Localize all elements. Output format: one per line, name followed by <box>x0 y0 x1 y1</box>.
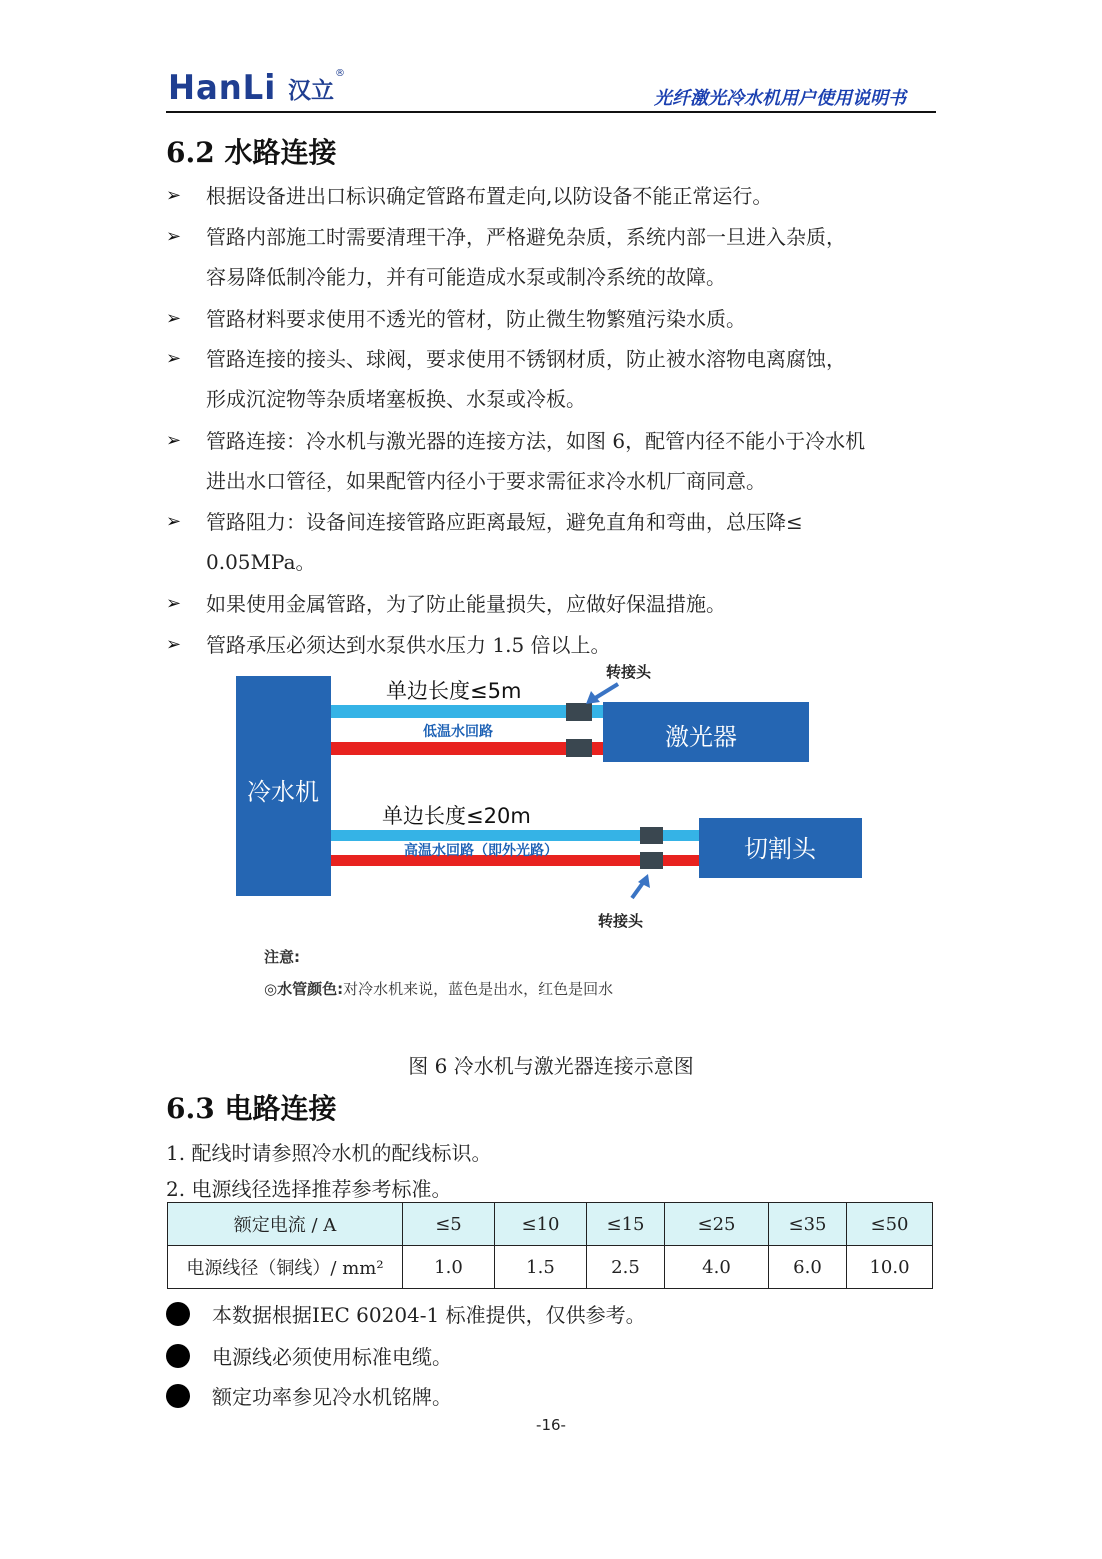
numbered-item: 2. 电源线径选择推荐参考标准。 <box>166 1177 452 1201</box>
table-row <box>168 1203 933 1246</box>
brand-logo <box>168 66 345 106</box>
note-item-text: 额定功率参见冷水机铭牌。 <box>212 1385 452 1409</box>
note-text <box>264 980 613 998</box>
table-cell: ≤5 <box>403 1203 495 1246</box>
cutting-head-label: 切割头 <box>744 835 816 863</box>
bullet-dot-icon <box>166 1344 190 1368</box>
note-item <box>166 1342 452 1372</box>
connector-bottom-return <box>640 852 663 869</box>
bullet-text-continued: 形成沉淀物等杂质堵塞板换、水泵或冷板。 <box>206 387 586 411</box>
bullet-arrow-icon: ➢ <box>166 185 182 206</box>
header-divider <box>166 111 936 113</box>
table-cell: ≤35 <box>769 1203 847 1246</box>
laser-label: 激光器 <box>665 723 737 751</box>
table-cell: ≤10 <box>495 1203 587 1246</box>
section-heading-6-3: 6.3 电路连接 <box>166 1092 337 1125</box>
bullet-dot-icon <box>166 1384 190 1408</box>
arrow-bottom-icon <box>632 874 650 898</box>
section-heading-6-2: 6.2 水路连接 <box>166 136 337 169</box>
table-row <box>168 1246 933 1289</box>
numbered-item: 1. 配线时请参照冷水机的配线标识。 <box>166 1141 492 1165</box>
bullet-arrow-icon: ➢ <box>166 511 182 532</box>
bullet-text: 管路材料要求使用不透光的管材，防止微生物繁殖污染水质。 <box>206 307 746 331</box>
wire-spec-table <box>167 1202 933 1289</box>
table-cell: 2.5 <box>587 1246 665 1289</box>
table-cell: ≤50 <box>847 1203 933 1246</box>
page-number: -16- <box>536 1416 566 1434</box>
chiller-label: 冷水机 <box>247 778 319 806</box>
bullet-arrow-icon: ➢ <box>166 593 182 614</box>
connection-diagram <box>236 658 866 1018</box>
registered-mark: ® <box>334 68 345 79</box>
loop-label-high: 高温水回路（即外光路） <box>404 843 558 859</box>
bullet-arrow-icon: ➢ <box>166 430 182 451</box>
bullet-arrow-icon: ➢ <box>166 226 182 247</box>
table-cell: ≤15 <box>587 1203 665 1246</box>
adapter-label-top: 转接头 <box>606 663 652 681</box>
bullet-text: 管路连接：冷水机与激光器的连接方法，如图 6，配管内径不能小于冷水机 <box>206 429 866 453</box>
table-cell-label: 电源线径（铜线）/ mm² <box>168 1246 403 1289</box>
connector-bottom-outlet <box>640 827 663 844</box>
bullet-text: 管路连接的接头、球阀，要求使用不锈钢材质，防止被水溶物电离腐蚀， <box>206 347 846 371</box>
table-cell: 10.0 <box>847 1246 933 1289</box>
blue-pipe-top <box>331 705 603 718</box>
bullet-dot-icon <box>166 1302 190 1326</box>
bullet-text: 根据设备进出口标识确定管路布置走向,以防设备不能正常运行。 <box>206 184 773 208</box>
adapter-label-bottom: 转接头 <box>598 912 644 930</box>
red-pipe-top <box>331 742 603 755</box>
note-label: ◎水管颜色: <box>264 980 344 998</box>
note-item <box>166 1300 646 1330</box>
table-cell: 6.0 <box>769 1246 847 1289</box>
loop-label-low: 低温水回路 <box>423 724 493 740</box>
table-cell: ≤25 <box>665 1203 769 1246</box>
bullet-arrow-icon: ➢ <box>166 634 182 655</box>
length-label-bottom: 单边长度≤20m <box>382 804 531 828</box>
note-item-text: 本数据根据IEC 60204-1 标准提供，仅供参考。 <box>212 1303 646 1327</box>
note-item-text: 电源线必须使用标准电缆。 <box>212 1345 452 1369</box>
bullet-text: 管路承压必须达到水泵供水压力 1.5 倍以上。 <box>206 633 611 657</box>
bullet-text: 管路内部施工时需要清理干净，严格避免杂质，系统内部一旦进入杂质， <box>206 225 846 249</box>
bullet-text: 管路阻力：设备间连接管路应距离最短，避免直角和弯曲，总压降≤ <box>206 510 803 534</box>
connector-top-outlet <box>566 703 592 721</box>
table-cell: 1.5 <box>495 1246 587 1289</box>
table-cell: 4.0 <box>665 1246 769 1289</box>
document-title: 光纤激光冷水机用户使用说明书 <box>654 88 906 109</box>
table-cell: 1.0 <box>403 1246 495 1289</box>
bullet-arrow-icon: ➢ <box>166 308 182 329</box>
bullet-text-continued: 容易降低制冷能力，并有可能造成水泵或制冷系统的故障。 <box>206 265 726 289</box>
connector-top-return <box>566 739 592 757</box>
bullet-text: 如果使用金属管路，为了防止能量损失，应做好保温措施。 <box>206 592 726 616</box>
note-title: 注意: <box>264 948 300 966</box>
bullet-text-continued: 进出水口管径，如果配管内径小于要求需征求冷水机厂商同意。 <box>206 469 766 493</box>
logo-text-en: HanLi <box>168 68 277 108</box>
bullet-arrow-icon: ➢ <box>166 348 182 369</box>
note-item <box>166 1382 452 1412</box>
arrow-top-icon <box>586 684 618 704</box>
note-body: 对冷水机来说，蓝色是出水，红色是回水 <box>343 980 614 998</box>
figure-caption: 图 6 冷水机与激光器连接示意图 <box>408 1054 694 1078</box>
length-label-top: 单边长度≤5m <box>386 679 522 703</box>
logo-text-cn: 汉立 <box>287 78 334 104</box>
bullet-text-continued: 0.05MPa。 <box>206 550 316 574</box>
table-cell-label: 额定电流 / A <box>168 1203 403 1246</box>
